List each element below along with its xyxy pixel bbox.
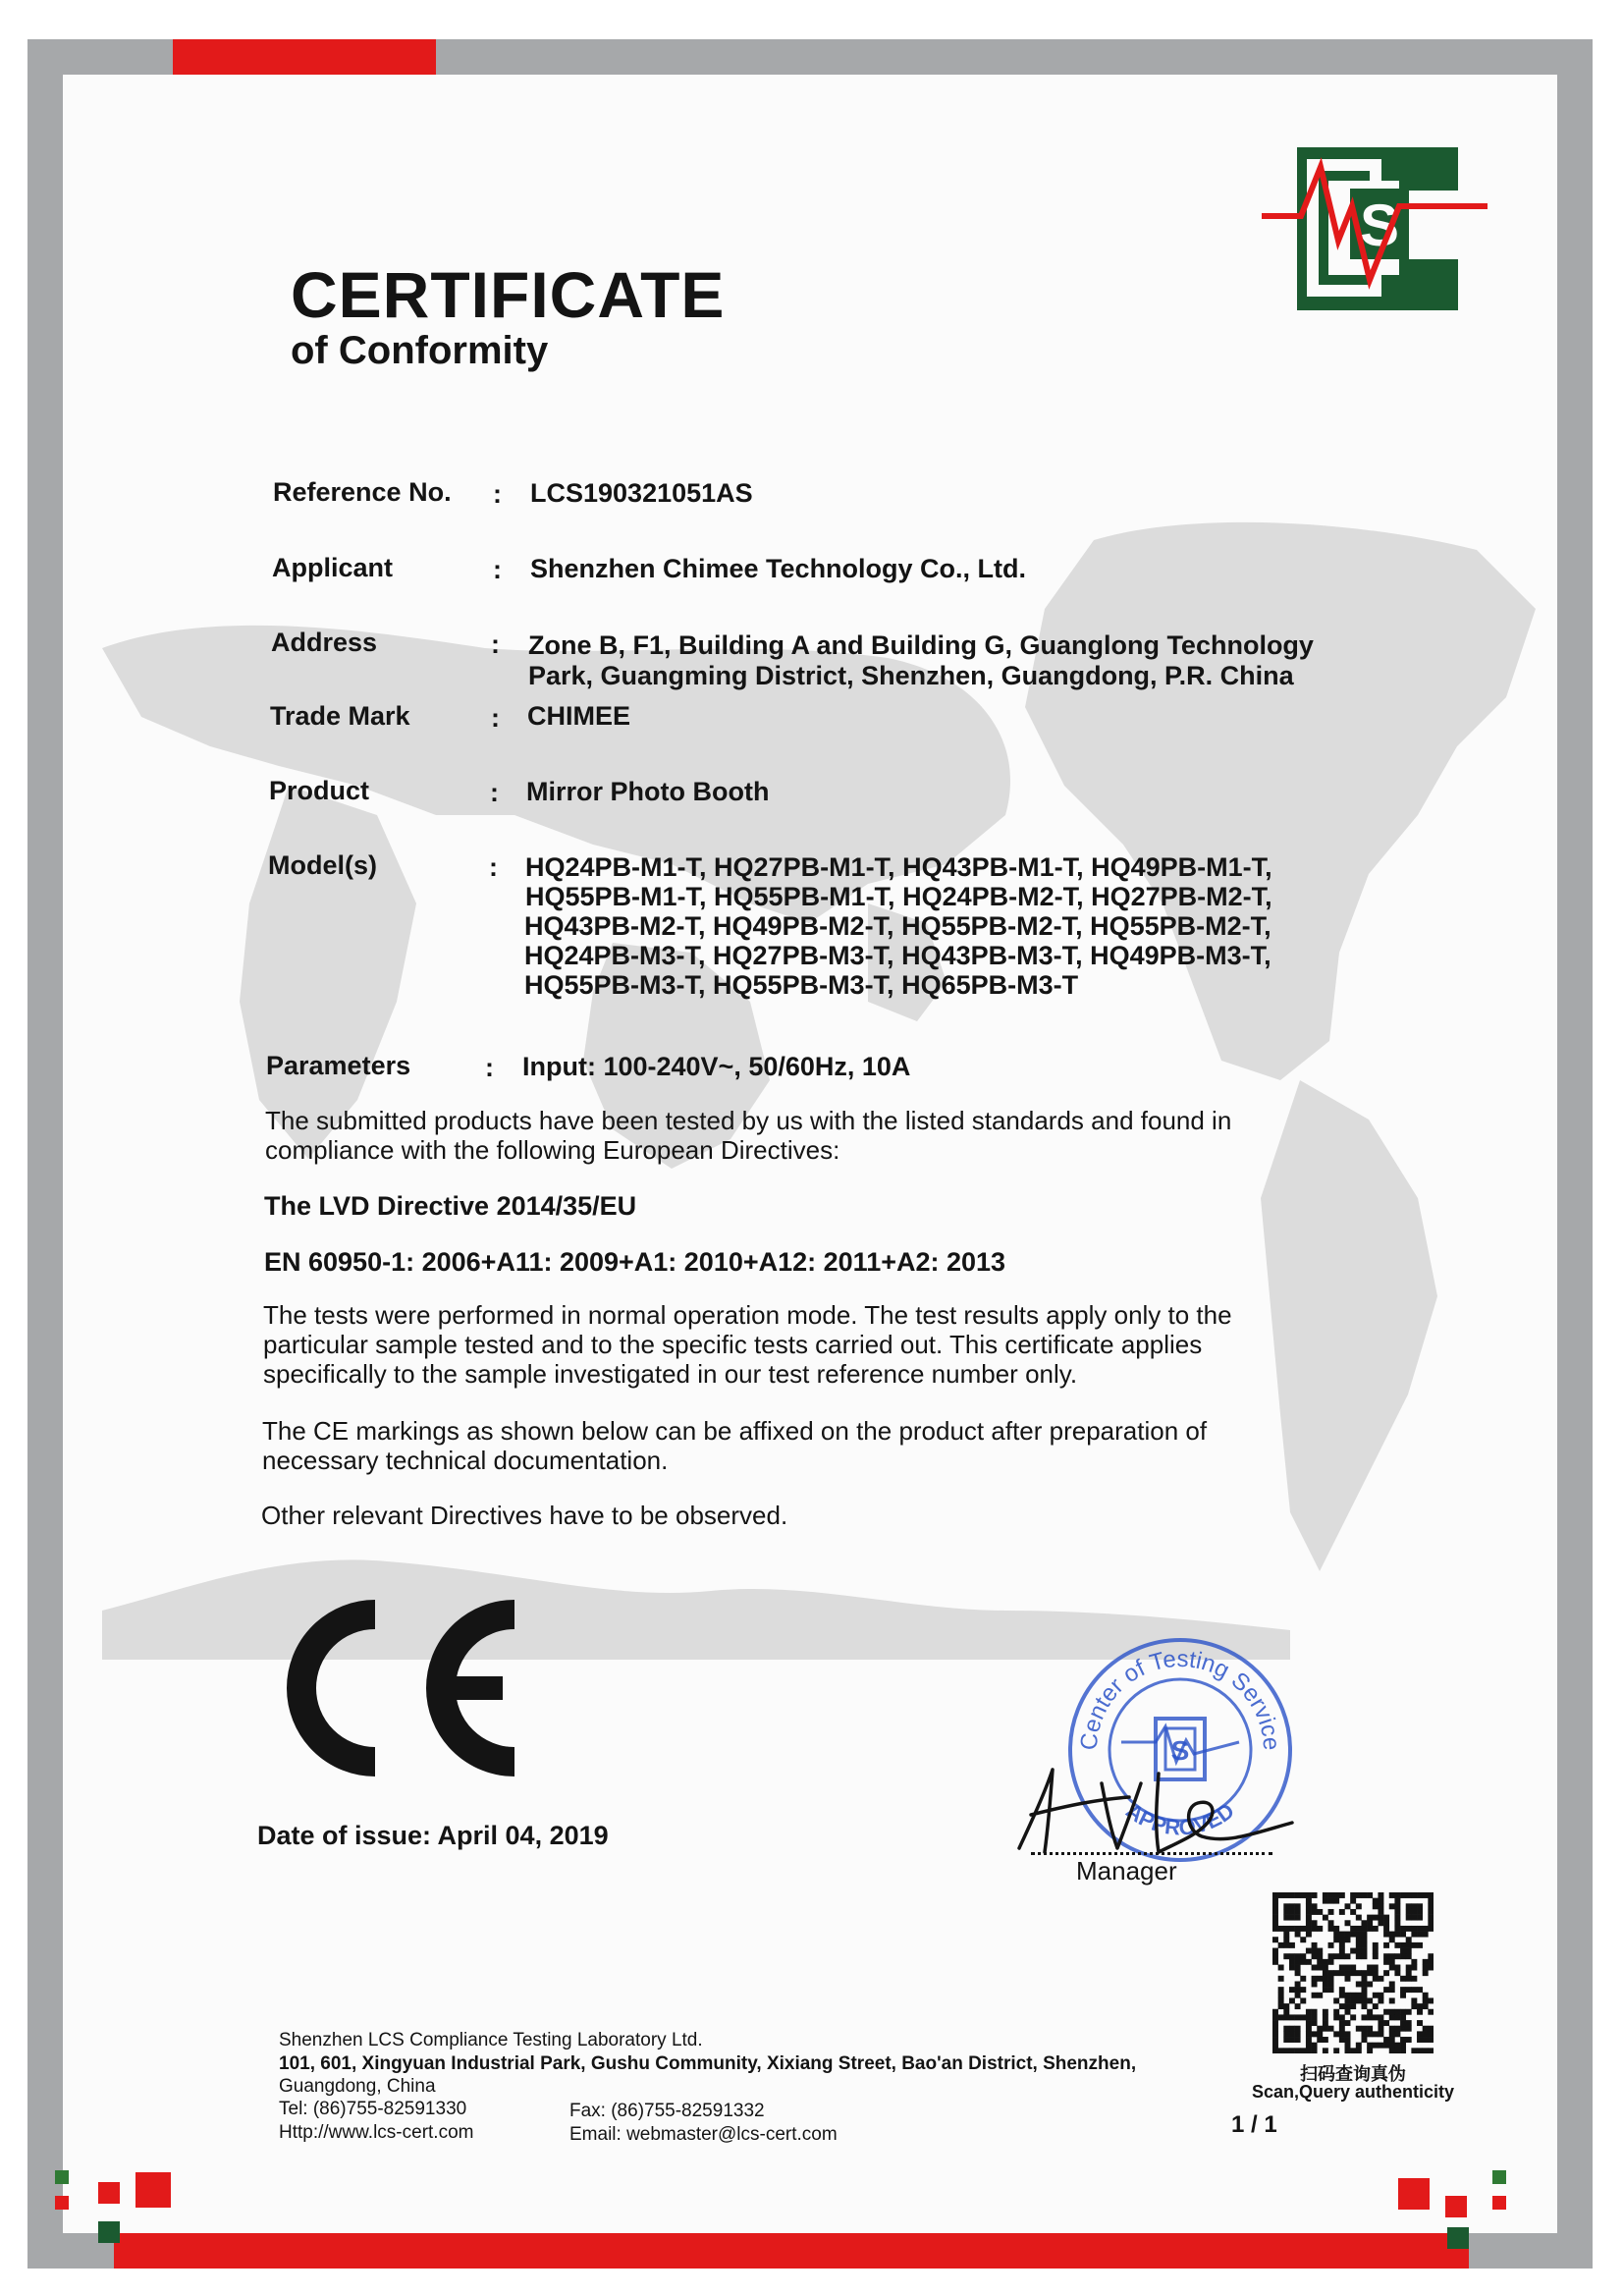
qr-code[interactable] bbox=[1272, 1892, 1434, 2053]
certificate-subtitle: of Conformity bbox=[291, 329, 549, 372]
decor-square bbox=[1445, 2196, 1467, 2217]
decor-square bbox=[55, 2170, 69, 2184]
trademark-label: Trade Mark bbox=[270, 701, 410, 731]
decor-square bbox=[1447, 2227, 1469, 2249]
parameters-label: Parameters bbox=[266, 1051, 411, 1080]
models-label: Model(s) bbox=[268, 850, 377, 880]
model-line: HQ43PB-M2-T, HQ49PB-M2-T, HQ55PB-M2-T, HQ55PB-M2-T, bbox=[524, 911, 1271, 941]
decor-square bbox=[98, 2221, 120, 2243]
footer-company: Shenzhen LCS Compliance Testing Laboratory Ltd. bbox=[279, 2030, 703, 2050]
model-line: HQ24PB-M3-T, HQ27PB-M3-T, HQ43PB-M3-T, HQ49PB-M3-T, bbox=[524, 941, 1271, 970]
reference-value: LCS190321051AS bbox=[530, 478, 753, 508]
address-line-2: Park, Guangming District, Shenzhen, Guangdong, P.R. China bbox=[528, 661, 1294, 690]
paragraph-line: specifically to the sample investigated in our test reference number only. bbox=[263, 1359, 1078, 1389]
trademark-value: CHIMEE bbox=[527, 701, 631, 731]
footer-address-line-1: 101, 601, Xingyuan Industrial Park, Gushu Community, Xixiang Street, Bao'an District, Shenzhen, bbox=[279, 2053, 1137, 2074]
paragraph-line: compliance with the following European Directives: bbox=[265, 1135, 840, 1165]
qr-label-en: Scan,Query authenticity bbox=[1251, 2082, 1455, 2102]
red-accent-bar-bottom bbox=[114, 2233, 1469, 2269]
reference-label: Reference No. bbox=[273, 477, 452, 507]
page-number: 1 / 1 bbox=[1231, 2111, 1277, 2138]
ce-mark bbox=[257, 1595, 522, 1781]
signature-title: Manager bbox=[1076, 1856, 1177, 1886]
svg-text:Center of Testing Service: Center of Testing Service bbox=[1075, 1645, 1285, 1752]
applicant-value: Shenzhen Chimee Technology Co., Ltd. bbox=[530, 554, 1027, 583]
colon: : bbox=[491, 629, 500, 659]
colon: : bbox=[491, 703, 500, 733]
footer-website[interactable]: Http://www.lcs-cert.com bbox=[279, 2122, 474, 2143]
qr-label-cn: 扫码查询真伪 bbox=[1300, 2064, 1406, 2084]
paragraph-line: The CE markings as shown below can be affixed on the product after preparation of bbox=[262, 1416, 1208, 1446]
svg-text:APPROVED: APPROVED bbox=[1121, 1797, 1239, 1840]
certificate-title: CERTIFICATE bbox=[291, 258, 726, 331]
standard: EN 60950-1: 2006+A11: 2009+A1: 2010+A12: 2011+A2: 2013 bbox=[264, 1247, 1006, 1277]
footer-address-line-2: Guangdong, China bbox=[279, 2076, 436, 2097]
colon: : bbox=[493, 555, 502, 584]
colon: : bbox=[493, 479, 502, 509]
manager-signature bbox=[1011, 1754, 1296, 1862]
date-of-issue: Date of issue: April 04, 2019 bbox=[257, 1821, 609, 1850]
parameters-value: Input: 100-240V~, 50/60Hz, 10A bbox=[522, 1052, 911, 1081]
signature-line bbox=[1031, 1852, 1272, 1855]
product-value: Mirror Photo Booth bbox=[526, 777, 770, 806]
decor-square bbox=[135, 2172, 171, 2208]
svg-text:S: S bbox=[1170, 1735, 1190, 1766]
paragraph-line: The tests were performed in normal operation mode. The test results apply only to the bbox=[263, 1300, 1232, 1330]
paragraph-line: Other relevant Directives have to be observed. bbox=[261, 1501, 788, 1530]
decor-square bbox=[55, 2196, 69, 2210]
decor-square bbox=[98, 2182, 120, 2204]
lcs-logo bbox=[1262, 147, 1488, 314]
colon: : bbox=[490, 778, 499, 807]
address-line-1: Zone B, F1, Building A and Building G, Guanglong Technology bbox=[528, 630, 1314, 660]
paragraph-line: particular sample tested and to the specific tests carried out. This certificate applies bbox=[263, 1330, 1203, 1359]
colon: : bbox=[489, 852, 498, 882]
footer-tel: Tel: (86)755-82591330 bbox=[279, 2099, 467, 2119]
model-line: HQ55PB-M3-T, HQ55PB-M3-T, HQ65PB-M3-T bbox=[524, 970, 1079, 1000]
model-line: HQ55PB-M1-T, HQ55PB-M1-T, HQ24PB-M2-T, HQ27PB-M2-T, bbox=[525, 882, 1272, 911]
product-label: Product bbox=[269, 776, 370, 805]
paragraph-line: The submitted products have been tested by us with the listed standards and found in bbox=[265, 1106, 1232, 1135]
red-accent-bar-top bbox=[173, 39, 436, 75]
directive: The LVD Directive 2014/35/EU bbox=[264, 1191, 637, 1221]
footer-fax: Fax: (86)755-82591332 bbox=[569, 2101, 765, 2121]
colon: : bbox=[485, 1053, 494, 1082]
decor-square bbox=[1398, 2178, 1430, 2210]
model-line: HQ24PB-M1-T, HQ27PB-M1-T, HQ43PB-M1-T, HQ49PB-M1-T, bbox=[525, 852, 1272, 882]
decor-square bbox=[1492, 2170, 1506, 2184]
decor-square bbox=[1492, 2196, 1506, 2210]
applicant-label: Applicant bbox=[272, 553, 394, 582]
address-label: Address bbox=[271, 628, 378, 657]
svg-text:S: S bbox=[1359, 192, 1400, 258]
paragraph-line: necessary technical documentation. bbox=[262, 1446, 669, 1475]
footer-email[interactable]: Email: webmaster@lcs-cert.com bbox=[569, 2124, 838, 2145]
